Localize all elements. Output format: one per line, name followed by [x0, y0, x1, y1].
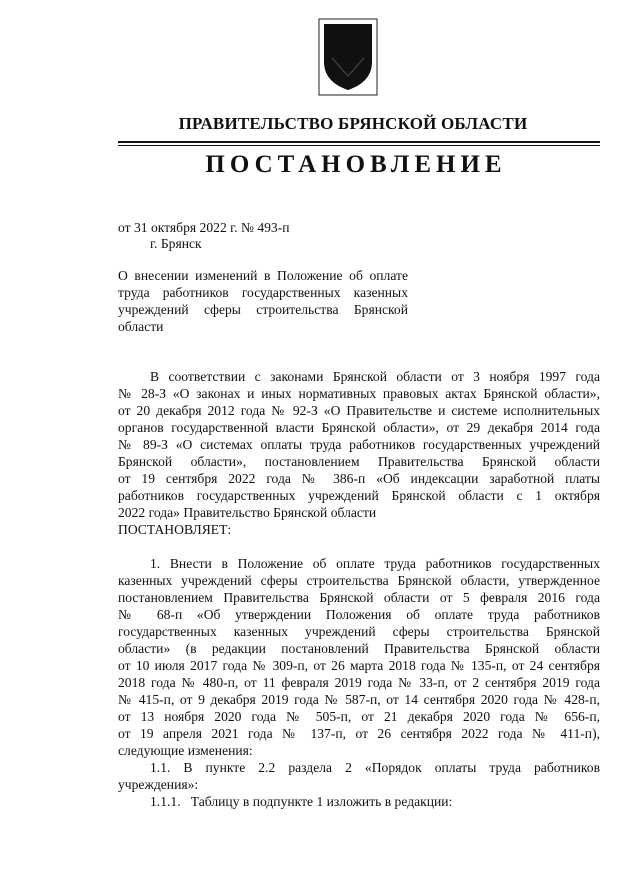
item-1-line: области» (в редакции постановлений Правительства Брянской области	[118, 641, 600, 656]
item-1-line: от 19 апреля 2021 года № 137-п, от 26 сентября 2022 года № 411-п),	[118, 726, 600, 741]
city-line: г. Брянск	[150, 236, 202, 251]
item-1-1-line: 1.1. В пункте 2.2 раздела 2 «Порядок оплаты труда работников	[150, 760, 600, 775]
item-1-line: государственных казенных учреждений сферы строительства Брянской	[118, 624, 600, 639]
subject-line: области	[118, 319, 164, 334]
resolves-heading: ПОСТАНОВЛЯЕТ:	[118, 522, 232, 537]
preamble-line: от 20 декабря 2012 года № 92-З «О Правительстве и системе исполнительных	[118, 403, 600, 418]
preamble-line: работников государственных учреждений Брянской области с 1 октября	[118, 488, 600, 503]
preamble-line: от 19 сентября 2022 года № 386-п «Об индексации заработной платы	[118, 471, 600, 486]
item-1-1-1-line: 1.1.1. Таблицу в подпункте 1 изложить в редакции:	[150, 794, 453, 809]
item-1-line: от 10 июля 2017 года № 309-п, от 26 марта 2018 года № 135-п, от 24 сентября	[118, 658, 600, 673]
header-rule-thick	[118, 141, 600, 143]
header-rule-thin	[118, 145, 600, 146]
subject-line: труда работников государственных казенных	[118, 285, 408, 300]
item-1-line: постановлением Правительства Брянской области от 5 февраля 2016 года	[118, 590, 600, 605]
item-1-line: от 13 ноября 2020 года № 505-п, от 21 декабря 2020 года № 656-п,	[118, 709, 600, 724]
preamble-line: 2022 года» Правительство Брянской области	[118, 505, 377, 520]
subject-line: О внесении изменений в Положение об оплате	[118, 268, 408, 283]
item-1-line: № 68-п «Об утверждении Положения об оплате труда работников	[118, 607, 600, 622]
preamble-line: № 89-З «О системах оплаты труда работников государственных учреждений	[118, 437, 600, 452]
item-1-line: следующие изменения:	[118, 743, 253, 758]
preamble-line: Брянской области», постановлением Правительства Брянской области	[118, 454, 600, 469]
item-1-line: № 415-п, от 9 декабря 2019 года № 587-п, от 14 сентября 2020 года № 428-п,	[118, 692, 600, 707]
item-1-line: 2018 года № 480-п, от 11 февраля 2019 года № 33-п, от 2 сентября 2019 года	[118, 675, 600, 690]
preamble-line: органов государственной власти Брянской области», от 29 декабря 2014 года	[118, 420, 600, 435]
item-1-1-line: учреждения»:	[118, 777, 199, 792]
document-type-title: ПОСТАНОВЛЕНИЕ	[205, 151, 507, 178]
item-1-line: 1. Внести в Положение об оплате труда работников государственных	[150, 556, 600, 571]
item-1-line: казенных учреждений сферы строительства Брянской области, утвержденное	[118, 573, 600, 588]
preamble-line: В соответствии с законами Брянской области от 3 ноября 1997 года	[150, 369, 600, 384]
preamble-line: № 28-З «О законах и иных нормативных правовых актах Брянской области»,	[118, 386, 600, 401]
coat-of-arms-emblem	[318, 18, 378, 96]
date-number-line: от 31 октября 2022 г. № 493-п	[118, 220, 290, 235]
subject-line: учреждений сферы строительства Брянской	[118, 302, 408, 317]
government-title: ПРАВИТЕЛЬСТВО БРЯНСКОЙ ОБЛАСТИ	[178, 114, 528, 133]
